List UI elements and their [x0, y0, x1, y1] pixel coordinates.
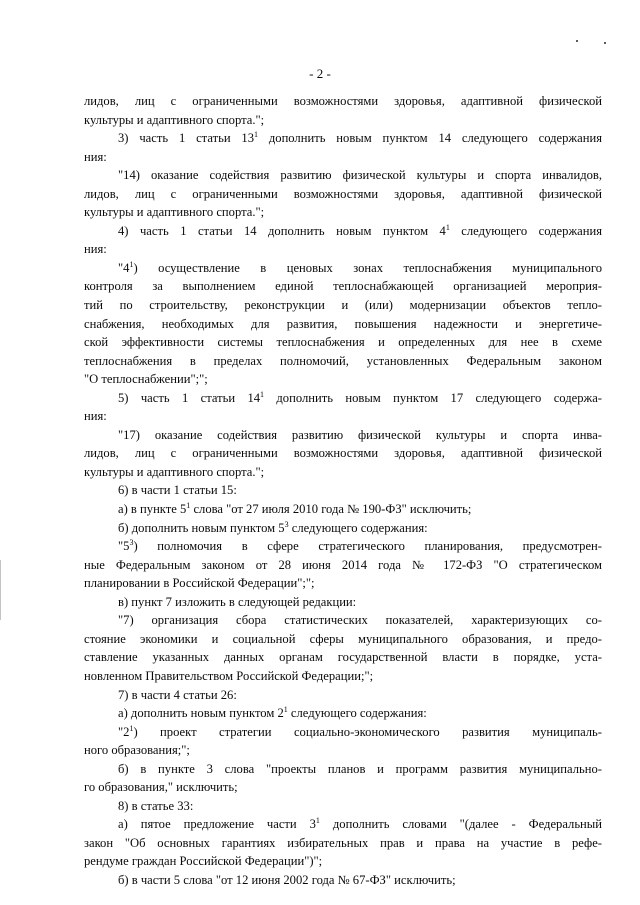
text-segment: ) осуществление в ценовых зонах теплоснабжения муниципального — [133, 260, 602, 275]
text-line — [84, 667, 602, 686]
text-line — [84, 519, 602, 538]
text-line — [84, 426, 602, 445]
text-segment: новленном Правительством Российской Федерации;"; — [84, 668, 374, 683]
text-segment: следующего содержания: — [288, 520, 428, 535]
text-segment: ные Федеральным законом от 28 июня 2014 года № 172-ФЗ "О стратегическом — [84, 557, 602, 572]
scan-specks — [572, 38, 612, 44]
text-segment: 6) в части 1 статьи 15: — [118, 483, 237, 498]
text-line — [84, 240, 602, 259]
text-line — [84, 92, 602, 111]
text-line — [84, 778, 602, 797]
text-line — [84, 537, 602, 556]
text-line — [84, 407, 602, 426]
text-line — [84, 852, 602, 871]
scan-edge-mark — [0, 560, 1, 620]
text-segment: 8) в статье 33: — [118, 798, 194, 813]
text-segment: а) в пункте 5 — [118, 502, 187, 517]
text-segment: "4 — [118, 260, 130, 275]
superscript: 1 — [283, 705, 288, 715]
text-segment: ния: — [84, 409, 107, 424]
text-segment: культуры и адаптивного спорта."; — [84, 112, 265, 127]
superscript: 1 — [315, 816, 320, 826]
text-segment: стояние экономики и социальной сферы муниципального образования, и предо- — [84, 631, 602, 646]
text-line — [84, 370, 602, 389]
text-segment: б) в части 5 слова "от 12 июня 2002 года № 67-ФЗ" исключить; — [118, 872, 456, 887]
text-segment: ) полномочия в сфере стратегического планирования, предусмотрен- — [133, 539, 602, 554]
text-line — [84, 723, 602, 742]
text-line — [84, 648, 602, 667]
text-segment: б) в пункте 3 слова "проекты планов и программ развития муниципально- — [118, 761, 602, 776]
text-line — [84, 686, 602, 705]
text-segment: контроля за выполнением единой теплоснабжающей организацией мероприя- — [84, 279, 602, 294]
text-line — [84, 463, 602, 482]
text-segment: в) пункт 7 изложить в следующей редакции: — [118, 594, 357, 609]
text-line — [84, 574, 602, 593]
text-line — [84, 203, 602, 222]
text-line — [84, 797, 602, 816]
text-line — [84, 871, 602, 890]
text-line — [84, 389, 602, 408]
text-segment: тий по строительству, реконструкции и (или) модернизации объектов тепло- — [84, 298, 602, 313]
text-segment: лидов, лиц с ограниченными возможностями здоровья, адаптивной физической — [84, 186, 602, 201]
text-segment: б) дополнить новым пунктом 5 — [118, 520, 285, 535]
superscript: 3 — [284, 519, 289, 529]
text-segment: "2 — [118, 724, 130, 739]
text-segment: "О теплоснабжении";"; — [84, 372, 208, 387]
text-line — [84, 185, 602, 204]
text-line — [84, 166, 602, 185]
text-segment: ния: — [84, 242, 107, 257]
text-segment: снабжения, необходимых для развития, повышения надежности и энергетиче- — [84, 316, 602, 331]
text-line — [84, 815, 602, 834]
text-line — [84, 111, 602, 130]
superscript: 3 — [129, 538, 134, 548]
text-line — [84, 611, 602, 630]
text-line — [84, 834, 602, 853]
text-line — [84, 481, 602, 500]
text-segment: лидов, лиц с ограниченными возможностями здоровья, адаптивной физической — [84, 446, 602, 461]
text-segment: а) пятое предложение части 3 — [118, 817, 316, 832]
text-segment: дополнить новым пунктом 17 следующего содержа- — [264, 390, 602, 405]
superscript: 1 — [186, 501, 191, 511]
document-body — [84, 92, 602, 890]
text-line — [84, 315, 602, 334]
text-segment: а) дополнить новым пунктом 2 — [118, 706, 284, 721]
text-segment: следующего содержания: — [287, 706, 427, 721]
text-line — [84, 148, 602, 167]
text-segment: планировании в Российской Федерации";"; — [84, 576, 315, 591]
text-segment: ного образования;"; — [84, 743, 190, 758]
text-line — [84, 296, 602, 315]
text-line — [84, 129, 602, 148]
text-segment: 7) в части 4 статьи 26: — [118, 687, 237, 702]
text-segment: слова "от 27 июля 2010 года № 190-ФЗ" исключить; — [190, 502, 472, 517]
text-segment: "14) оказание содействия развитию физической культуры и спорта инвалидов, — [118, 168, 602, 183]
text-line — [84, 556, 602, 575]
text-segment: следующего содержания — [449, 223, 603, 238]
text-segment: дополнить новым пунктом 14 следующего содержания — [258, 131, 602, 146]
text-line — [84, 444, 602, 463]
page-number: - 2 - — [309, 66, 331, 81]
text-line — [84, 630, 602, 649]
text-line — [84, 277, 602, 296]
text-segment: "5 — [118, 539, 130, 554]
superscript: 1 — [129, 723, 134, 733]
text-segment: ской эффективности системы теплоснабжения и определенных для нее в схеме — [84, 335, 602, 350]
text-line — [84, 259, 602, 278]
text-segment: 5) часть 1 статьи 14 — [118, 390, 261, 405]
text-segment: рендуме граждан Российской Федерации")"; — [84, 854, 323, 869]
text-segment: культуры и адаптивного спорта."; — [84, 205, 265, 220]
text-line — [84, 741, 602, 760]
text-line — [84, 333, 602, 352]
text-segment: 3) часть 1 статьи 13 — [118, 131, 255, 146]
text-segment: "7) организация сбора статистических показателей, характеризующих со- — [118, 613, 602, 628]
text-line — [84, 352, 602, 371]
text-segment: закон "Об основных гарантиях избирательных прав и права на участие в рефе- — [84, 835, 602, 850]
superscript: 1 — [445, 222, 450, 232]
text-segment: лидов, лиц с ограниченными возможностями здоровья, адаптивной физической — [84, 94, 602, 108]
text-segment: ставление указанных данных органам государственной власти в порядке, уста- — [84, 650, 602, 665]
text-segment: ния: — [84, 149, 107, 164]
text-segment: ) проект стратегии социально-экономического развития муниципаль- — [133, 724, 602, 739]
superscript: 1 — [260, 389, 265, 399]
superscript: 1 — [254, 130, 259, 140]
text-line — [84, 222, 602, 241]
text-segment: 4) часть 1 статьи 14 дополнить новым пунктом 4 — [118, 223, 446, 238]
text-segment: теплоснабжения в пределах полномочий, установленных Федеральным законом — [84, 353, 602, 368]
superscript: 1 — [129, 259, 134, 269]
text-line — [84, 704, 602, 723]
text-segment: го образования," исключить; — [84, 780, 238, 795]
text-segment: дополнить словами "(далее - Федеральный — [319, 817, 602, 832]
text-segment: культуры и адаптивного спорта."; — [84, 464, 265, 479]
text-line — [84, 760, 602, 779]
text-segment: "17) оказание содействия развитию физической культуры и спорта инва- — [118, 427, 602, 442]
text-line — [84, 593, 602, 612]
text-line — [84, 500, 602, 519]
